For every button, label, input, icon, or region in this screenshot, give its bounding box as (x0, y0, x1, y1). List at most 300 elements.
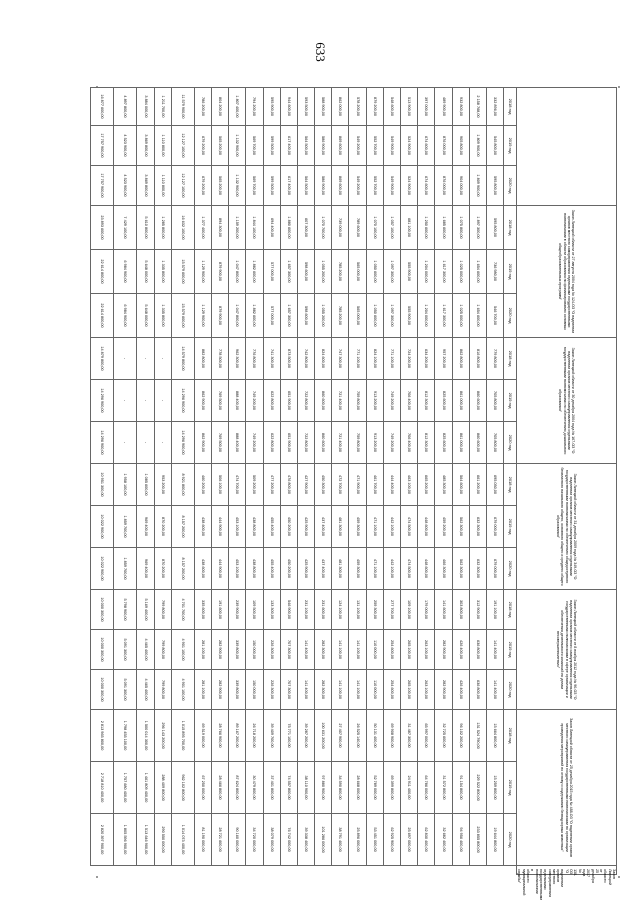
table-cell: 705 800,00 (486, 422, 503, 464)
table-cell: 679 000,00 (486, 506, 503, 548)
table-cell: 15 259 800,00 (486, 762, 503, 814)
table-body (91, 88, 504, 875)
table-cell: 26 525 140,00 (349, 710, 366, 762)
table-cell: - (154, 422, 171, 464)
year-header: 2019 год (504, 250, 517, 294)
table-cell: 332 896,00 (486, 88, 503, 126)
page-number: 633 (313, 42, 328, 62)
table-cell: 552 700,00 (366, 166, 383, 206)
table-cell: 397 000,00 (418, 88, 435, 126)
table-cell: 679 200,00 (194, 166, 211, 206)
table-row (418, 88, 435, 875)
year-header: 2019 год (504, 762, 517, 814)
table-cell: 69 399 800,00 (383, 762, 400, 814)
table-cell: 957 200,00 (435, 338, 452, 380)
table-cell: 1 050 600,00 (366, 294, 383, 338)
table-cell: 75 771 100,00 (280, 710, 297, 762)
year-header: 2019 год (504, 630, 517, 670)
table-cell: 749 200,00 (246, 380, 263, 422)
table-cell: 437 400,00 (315, 506, 332, 548)
table-cell: 778 500,00 (211, 338, 228, 380)
table-cell: 426 400,00 (452, 630, 469, 670)
table-cell: 873 500,00 (280, 338, 297, 380)
group-header-4: Закон Липецкой области от 8 ноября 2012 года № 90-ОЗ "О наделении органов местного самоуправления отдельными государственными полномочиями в сфере организации и обеспечения деятельности комиссий по делам несовершеннолетних" (517, 590, 617, 710)
table-cell: 450 300,00 (315, 464, 332, 506)
table-cell: 303 800,00 (452, 590, 469, 630)
table-cell: 1 129 900,00 (194, 250, 211, 294)
table-cell: 812 300,00 (418, 422, 435, 464)
table-cell: 28 668 000,00 (349, 762, 366, 814)
table-cell: 471 100,00 (366, 548, 383, 590)
table-cell: 674 600,00 (418, 126, 435, 166)
table-cell: 141 400,00 (297, 670, 314, 710)
table-cell: 5 169 400,00 (137, 590, 154, 630)
table-cell: 10 022 900,00 (91, 506, 114, 548)
table-cell: 825 600,00 (435, 380, 452, 422)
table-cell: 28 766 900,00 (211, 710, 228, 762)
table-cell: 1 880 600,00 (280, 206, 297, 250)
table-cell: 749 200,00 (246, 422, 263, 464)
table-cell: 450 200,00 (280, 548, 297, 590)
year-header: 2018 год (504, 710, 517, 762)
group-header-6: Закон Липецкой области от 25 декабря 2017 года № 138-ОЗ "О наделении органов местного самоуправления отдельными государственными полномочиями в области муниципальной службы" (517, 866, 617, 875)
table-row (280, 88, 297, 875)
table-cell: 110 000,00 (366, 630, 383, 670)
table-cell: 860 600,00 (469, 380, 486, 422)
table-cell: 16 632 100,00 (171, 206, 194, 250)
table-cell: 442 100,00 (383, 548, 400, 590)
table-cell: 779 800,00 (486, 338, 503, 380)
table-cell: 31 572 800,00 (435, 762, 452, 814)
table-group-header-row (517, 88, 617, 875)
table-cell: 425 900,00 (297, 548, 314, 590)
table-cell: 474 500,00 (401, 506, 418, 548)
table-row (435, 88, 452, 875)
table-cell: 905 800,00 (452, 126, 469, 166)
table-cell: 226 300,00 (263, 670, 280, 710)
table-cell: 722 800,00 (297, 422, 314, 464)
table-cell: 38 791 400,00 (332, 814, 349, 866)
table-cell: 1 055 200,00 (315, 250, 332, 294)
table-cell: 1 882 600,00 (246, 250, 263, 294)
table-cell: 1 097 300,00 (383, 250, 400, 294)
table-row (263, 88, 280, 875)
table-cell: 598 600,00 (297, 294, 314, 338)
table-cell: 263 100,00 (418, 630, 435, 670)
table-cell: 453 100,00 (229, 548, 246, 590)
table-cell: 1 110 800,00 (154, 126, 171, 166)
table-cell: 133 300,00 (263, 590, 280, 630)
table-cell: 776 800,00 (246, 338, 263, 380)
table-cell: 265 100,00 (401, 670, 418, 710)
corner-mark (96, 876, 98, 878)
table-cell: 53 451 000,00 (366, 814, 383, 866)
table-cell: 282 900,00 (211, 670, 228, 710)
table-cell: 565 200,00 (211, 126, 228, 166)
table-cell: 879 200,00 (366, 88, 383, 126)
table-cell: 888 400,00 (229, 422, 246, 464)
table-cell: 595 800,00 (486, 206, 503, 250)
table-row (246, 88, 263, 875)
year-header: 2018 год (504, 206, 517, 250)
table-cell: 564 600,00 (452, 464, 469, 506)
year-header: 2020 год (504, 670, 517, 710)
table-cell: 1 859 700,00 (114, 506, 137, 548)
table-cell: 577 000,00 (263, 294, 280, 338)
table-cell: 944 600,00 (280, 88, 297, 126)
table-cell: 706 400,00 (401, 422, 418, 464)
table-cell: 1 335 800,00 (154, 294, 171, 338)
table-cell: 876 000,00 (435, 166, 452, 206)
table-cell: 281 100,00 (194, 630, 211, 670)
table-cell: 281 100,00 (194, 670, 211, 710)
table-cell: 904 000,00 (452, 166, 469, 206)
table-cell: 1 211 700,00 (154, 88, 171, 126)
year-header: 2020 год (504, 294, 517, 338)
table-cell: 1 057 100,00 (383, 206, 400, 250)
table-cell: 141 400,00 (486, 630, 503, 670)
table-cell: 1 204 000,00 (418, 250, 435, 294)
table-cell: 74 557 800,00 (280, 762, 297, 814)
table-cell: 825 600,00 (435, 422, 452, 464)
table-cell: 674 600,00 (418, 166, 435, 206)
table-cell: 545 800,00 (486, 126, 503, 166)
table-cell: 438 600,00 (194, 548, 211, 590)
table-cell: 749 200,00 (383, 422, 400, 464)
table-cell: 17 757 900,00 (91, 126, 114, 166)
table-cell: 34 720 000,00 (246, 814, 263, 866)
table-cell: 463 100,00 (401, 464, 418, 506)
table-cell: 651 900,00 (280, 422, 297, 464)
table-cell: 34 590 800,00 (332, 762, 349, 814)
table-cell: 860 600,00 (315, 422, 332, 464)
table-cell: 595 900,00 (263, 88, 280, 126)
table-cell: 141 100,00 (332, 670, 349, 710)
table-cell: 593 500,00 (297, 88, 314, 126)
table-row (171, 88, 194, 875)
table-cell: 804 200,00 (211, 88, 228, 126)
table-cell: 263 100,00 (418, 670, 435, 710)
table-cell: 50 131 400,00 (366, 710, 383, 762)
table-cell: - (137, 380, 154, 422)
table-cell: 694 400,00 (263, 206, 280, 250)
table-cell: 259 300,00 (366, 590, 383, 630)
table-frame (99, 87, 617, 901)
table-cell: 191 100,00 (486, 590, 503, 630)
table-cell: 109 100,00 (401, 590, 418, 630)
table-cell: 586 900,00 (315, 166, 332, 206)
table-cell: 564 500,00 (297, 126, 314, 166)
table-cell: 282 900,00 (211, 630, 228, 670)
table-cell: 4 701 700,00 (171, 590, 194, 630)
table-cell: 8 157 200,00 (171, 548, 194, 590)
table-cell: 1 085 600,00 (137, 464, 154, 506)
table-cell: 879 900,00 (211, 250, 228, 294)
table-cell: 5 091 300,00 (114, 630, 137, 670)
table-cell: 4 523 900,00 (114, 126, 137, 166)
table-cell: 459 200,00 (435, 506, 452, 548)
table-cell: 1 047 800,00 (229, 294, 246, 338)
table-cell: 578 200,00 (349, 88, 366, 126)
table-cell: 5 091 300,00 (114, 670, 137, 710)
table-row (297, 88, 314, 875)
table-cell: 67 250 000,00 (194, 762, 211, 814)
table-cell: 14 296 900,00 (91, 422, 114, 464)
table-cell: 38 079 000,00 (263, 814, 280, 866)
table-cell: 12 127 100,00 (171, 126, 194, 166)
subventions-table (90, 87, 617, 901)
table-row (469, 88, 486, 875)
table-cell: 824 100,00 (366, 338, 383, 380)
table-cell: 2 718 810 400,00 (91, 762, 114, 814)
table-cell: 565 000,00 (349, 250, 366, 294)
table-cell: - (137, 338, 154, 380)
table-cell: 1 798 455 100,00 (114, 710, 137, 762)
table-cell: 953 200,00 (154, 464, 171, 506)
table-cell: 296 143 200,00 (154, 710, 171, 762)
table-cell: 481 300,00 (332, 548, 349, 590)
table-cell: 52 789 000,00 (366, 762, 383, 814)
table-cell: 555 900,00 (401, 250, 418, 294)
table-cell: 665 200,00 (418, 464, 435, 506)
table-cell: 448 600,00 (418, 506, 435, 548)
table-cell: 282 900,00 (435, 630, 452, 670)
table-cell: 6 984 900,00 (114, 250, 137, 294)
table-cell: 636 800,00 (469, 630, 486, 670)
table-cell: 31 487 300,00 (401, 710, 418, 762)
table-cell: 233 855 800,00 (469, 814, 486, 866)
table-cell: 913 200,00 (366, 422, 383, 464)
table-cell: 1 657 300,00 (280, 250, 297, 294)
table-cell: 3 869 800,00 (137, 166, 154, 206)
table-cell: 282 300,00 (315, 630, 332, 670)
table-cell: 254 600,00 (383, 630, 400, 670)
table-cell: 448 600,00 (418, 548, 435, 590)
table-cell: 101 286 000,00 (315, 814, 332, 866)
table-cell: 862 800,00 (452, 338, 469, 380)
table-cell: 894 300,00 (211, 206, 228, 250)
table-cell: 339 800,00 (229, 630, 246, 670)
group-header-2: Закон Липецкой области от 30 декабря 2004 года № 167-ОЗ "О наделении органов местного самоуправления отдельными государственными полномочиями по обеспечению дошкольного образования" (517, 338, 617, 464)
table-cell: 1 757 680 400,00 (114, 762, 137, 814)
table-cell: 282 900,00 (435, 670, 452, 710)
table-cell: 22 614 800,00 (91, 250, 114, 294)
table-cell: 860 600,00 (315, 380, 332, 422)
table-cell: 661 200,00 (469, 464, 486, 506)
table-cell: 1 654 600,00 (469, 294, 486, 338)
table-cell: 5 648 000,00 (137, 250, 154, 294)
table-cell: 595 800,00 (486, 166, 503, 206)
table-cell: 442 100,00 (383, 506, 400, 548)
table-cell: - (154, 380, 171, 422)
table-cell: 254 600,00 (383, 670, 400, 710)
table-cell: 759 800,00 (349, 422, 366, 464)
table-cell: 707 300,00 (280, 670, 297, 710)
table-cell: 335 600,00 (194, 590, 211, 630)
table-cell: 459 300,00 (349, 548, 366, 590)
table-cell: 131 524 790,00 (469, 710, 486, 762)
table-cell: 586 900,00 (315, 126, 332, 166)
year-header: 2019 год (504, 126, 517, 166)
table-cell: 10 000 300,00 (91, 670, 114, 710)
table-cell: 38 110 900,00 (297, 762, 314, 814)
table-cell: 438 800,00 (246, 506, 263, 548)
table-cell: 39 338 400,00 (297, 814, 314, 866)
table-cell: 69 519 000,00 (194, 710, 211, 762)
table-cell: 564 500,00 (297, 166, 314, 206)
table-cell: 1 335 800,00 (154, 250, 171, 294)
table-cell: 14 579 800,00 (171, 338, 194, 380)
table-cell: 10 000 300,00 (91, 590, 114, 630)
table-cell: 1 617 300,00 (435, 294, 452, 338)
table-cell: - (137, 422, 154, 464)
table-cell: 695 050,00 (486, 464, 503, 506)
table-cell: 4 897 800,00 (114, 88, 137, 126)
corner-mark (618, 876, 620, 878)
table-row (401, 88, 418, 875)
table-cell: 1 070 700,00 (315, 206, 332, 250)
table-cell: 109 500,00 (246, 590, 263, 630)
table-cell: 4 901 100,00 (171, 670, 194, 710)
table-cell: 22 614 800,00 (91, 294, 114, 338)
table-cell: 569 700,00 (246, 126, 263, 166)
table-cell: 4 465 400,00 (137, 670, 154, 710)
table-cell: 1 958 100,00 (114, 464, 137, 506)
table-cell: 565 200,00 (211, 166, 228, 206)
table-cell: 5 648 000,00 (137, 294, 154, 338)
table-row (452, 88, 469, 875)
table-cell: 25 697 000,00 (401, 814, 418, 866)
table-cell: 636 800,00 (469, 670, 486, 710)
table-cell: 229 522 800,00 (469, 762, 486, 814)
table-cell: 8 921 800,00 (171, 464, 194, 506)
table-cell: 562 300,00 (452, 506, 469, 548)
table-cell: 459 300,00 (349, 506, 366, 548)
table-cell: 32 725 600,00 (435, 710, 452, 762)
group-header-3: Закон Липецкой области от 31 декабря 2009 года № 349-ОЗ "О наделении органов местного самоуправления отдельными государственными полномочиями по обеспечению общедоступного бесплатного начального общего, основного общего и среднего общего образования" (517, 464, 617, 590)
table-cell: 1 075 800,00 (452, 206, 469, 250)
table-cell: 862 900,00 (194, 422, 211, 464)
table-cell: 466 300,00 (435, 548, 452, 590)
table-cell: 1 055 200,00 (315, 294, 332, 338)
table-cell: 39 287 200,00 (297, 710, 314, 762)
table-cell: 5 798 900,00 (114, 590, 137, 630)
table-cell: 37 401 800,00 (263, 762, 280, 814)
table-cell: 87 624 800,00 (229, 762, 246, 814)
table-cell: 100 631 200,00 (315, 710, 332, 762)
table-cell: 3 869 800,00 (137, 126, 154, 166)
table-cell: 30 479 800,00 (246, 762, 263, 814)
table-cell: 747 300,00 (332, 338, 349, 380)
table-cell: 10 022 900,00 (91, 548, 114, 590)
table-cell: 62 830 400,00 (418, 814, 435, 866)
table-cell: 455 400,00 (263, 548, 280, 590)
table-cell: 722 800,00 (297, 380, 314, 422)
table-cell: 226 300,00 (263, 630, 280, 670)
table-cell: 862 000,00 (332, 88, 349, 126)
table-cell: 131 100,00 (349, 590, 366, 630)
table-cell: 64 786 000,00 (418, 762, 435, 814)
table-cell: 15 579 600,00 (171, 294, 194, 338)
table-cell: 741 300,00 (263, 338, 280, 380)
table-cell: 513 900,00 (401, 88, 418, 126)
table-cell: 2 158 768,00 (469, 88, 486, 126)
table-cell: 25 896 000,00 (349, 814, 366, 866)
table-cell: 14 296 900,00 (91, 380, 114, 422)
table-cell: 290 550 000,00 (154, 814, 171, 866)
table-cell: 476 800,00 (280, 464, 297, 506)
table-cell: 769 500,00 (211, 380, 228, 422)
table-cell: 552 700,00 (366, 126, 383, 166)
table-cell: 141 600,00 (435, 590, 452, 630)
table-row (229, 88, 246, 875)
table-cell: 861 000,00 (452, 380, 469, 422)
table-cell: 1 513 646 900,00 (137, 814, 154, 866)
table-cell: 231 600,00 (315, 590, 332, 630)
group-header-1: Закон Липецкой области от 27 августа 2004 года № 124-ОЗ "О наделении органов местного самоуправления отдельными государственными полномочиями в области образования по финансированию основных общеобразовательных программ" (517, 206, 617, 338)
table-cell: 474 700,00 (229, 464, 246, 506)
table-cell: 1 844 100,00 (246, 206, 263, 250)
table-cell: 794 200,00 (246, 88, 263, 126)
table-cell: 489 900,00 (435, 88, 452, 126)
table-cell: 141 100,00 (332, 630, 349, 670)
table-cell: 1 859 700,00 (114, 548, 137, 590)
table-cell: 816 800,00 (469, 338, 486, 380)
table-cell: 1 097 300,00 (383, 294, 400, 338)
year-header: 2018 год (504, 338, 517, 380)
table-cell: 607 300,00 (297, 206, 314, 250)
table-cell: 24 911 400,00 (401, 762, 418, 814)
table-cell: 622 800,00 (263, 422, 280, 464)
table-cell: 1 015 895 700,00 (171, 710, 194, 762)
table-cell: 438 800,00 (246, 548, 263, 590)
table-cell: 565 000,00 (349, 294, 366, 338)
table-cell: 785 200,00 (332, 294, 349, 338)
table-cell: 1 204 000,00 (418, 294, 435, 338)
table-cell: 1 025 000,00 (452, 250, 469, 294)
table-cell: 4 901 100,00 (171, 630, 194, 670)
table-cell: 1 070 100,00 (366, 206, 383, 250)
table-row (137, 88, 154, 875)
table-cell: 799 800,00 (154, 630, 171, 670)
table-cell: 962 300,00 (229, 338, 246, 380)
table-cell: 425 900,00 (297, 506, 314, 548)
table-cell: 94 956 400,00 (452, 814, 469, 866)
table-row (211, 88, 228, 875)
table-cell: 14 296 900,00 (171, 422, 194, 464)
table-cell: 1 132 900,00 (229, 166, 246, 206)
table-cell: - (114, 338, 137, 380)
table-cell: 27 407 900,00 (332, 710, 349, 762)
year-header: 2019 год (504, 506, 517, 548)
table-cell: 5 610 800,00 (137, 206, 154, 250)
table-cell: 549 200,00 (349, 166, 366, 206)
table-cell: 742 800,00 (297, 338, 314, 380)
table-cell: 1 025 000,00 (452, 294, 469, 338)
table-cell: 455 400,00 (263, 506, 280, 548)
table-cell: 277 700,00 (383, 590, 400, 630)
table-cell: 1 047 800,00 (229, 250, 246, 294)
group-header-0 (517, 88, 617, 206)
table-cell: 679 200,00 (194, 126, 211, 166)
year-header: 2018 год (504, 464, 517, 506)
table-cell: 1 250 600,00 (418, 206, 435, 250)
table-cell: 524 900,00 (401, 126, 418, 166)
table-row (383, 88, 400, 875)
table-cell: 969 400,00 (137, 548, 154, 590)
table-cell: 141 100,00 (349, 670, 366, 710)
table-cell: 28 721 600,00 (211, 814, 228, 866)
